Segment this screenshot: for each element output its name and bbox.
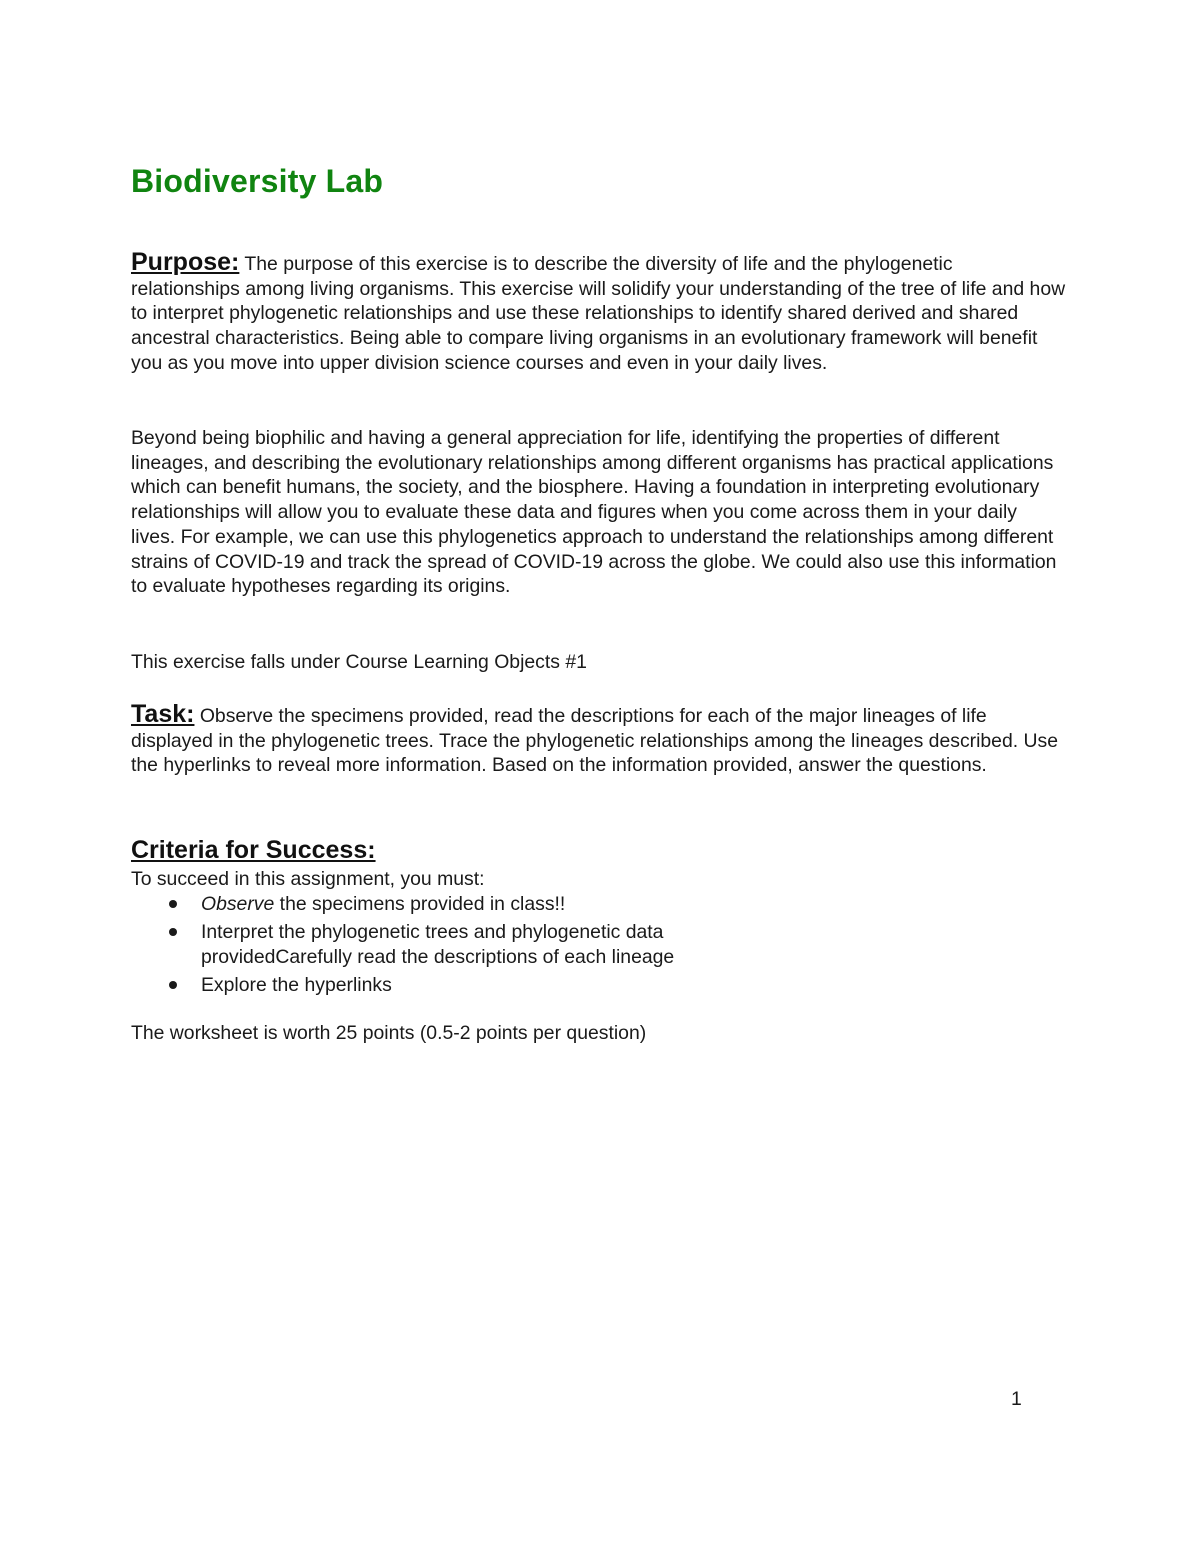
worth-paragraph: The worksheet is worth 25 points (0.5-2 points per question) — [131, 1022, 647, 1044]
purpose-heading: Purpose: — [131, 248, 240, 276]
criteria-item-text: the specimens provided in class!! — [274, 893, 566, 915]
criteria-heading: Criteria for Success: — [131, 836, 376, 864]
bullet-icon — [169, 900, 177, 908]
applications-paragraph: Beyond being biophilic and having a general appreciation for life, identifying the properties of different lineages, and describing the evolutionary relationships among different organisms has practical applications which can benefit humans, the society, and the biosphere. Having a foundation in interpreting evolutionary relationships will allow you to evaluate these data and figures when you come across them in your daily lives. For example, we can use this phylogenetics approach to understand the relationships among different strains of COVID-19 and track the spread of COVID-19 across the globe. We could also use this information to evaluate hypotheses regarding its origins. — [131, 427, 1057, 598]
bullet-icon — [169, 928, 177, 936]
criteria-list — [131, 892, 761, 1001]
purpose-paragraph — [131, 250, 1066, 376]
document-title: Biodiversity Lab — [131, 163, 384, 199]
criteria-list-item — [131, 892, 761, 917]
purpose-text: The purpose of this exercise is to describe the diversity of life and the phylogenetic relationships among living organisms. This exercise will solidify your understanding of the tree of life and how to interpret phylogenetic relationships and use these relationships to identify shared derived and shared ancestral characteristics. Being able to compare living organisms in an evolutionary framework will benefit you as you move into upper division science courses and even in your daily lives. — [131, 253, 1066, 374]
criteria-emphasis: Observe — [201, 893, 275, 915]
learning-objects-paragraph: This exercise falls under Course Learning Objects #1 — [131, 651, 587, 673]
criteria-item-text: Interpret the phylogenetic trees and phylogenetic data providedCarefully read the descriptions of each lineage — [201, 921, 675, 968]
criteria-list-item — [131, 920, 761, 970]
task-heading: Task: — [131, 700, 195, 728]
criteria-intro: To succeed in this assignment, you must: — [131, 868, 485, 890]
task-text: Observe the specimens provided, read the descriptions for each of the major lineages of life displayed in the phylogenetic trees. Trace the phylogenetic relationships among the lineages described. Use the hyperlinks to reveal more information. Based on the information provided, answer the questions. — [131, 705, 1059, 777]
criteria-item-text: Explore the hyperlinks — [201, 974, 392, 996]
criteria-list-item — [131, 973, 761, 998]
bullet-icon — [169, 981, 177, 989]
task-paragraph — [131, 702, 1066, 778]
page-number: 1 — [1011, 1388, 1022, 1410]
